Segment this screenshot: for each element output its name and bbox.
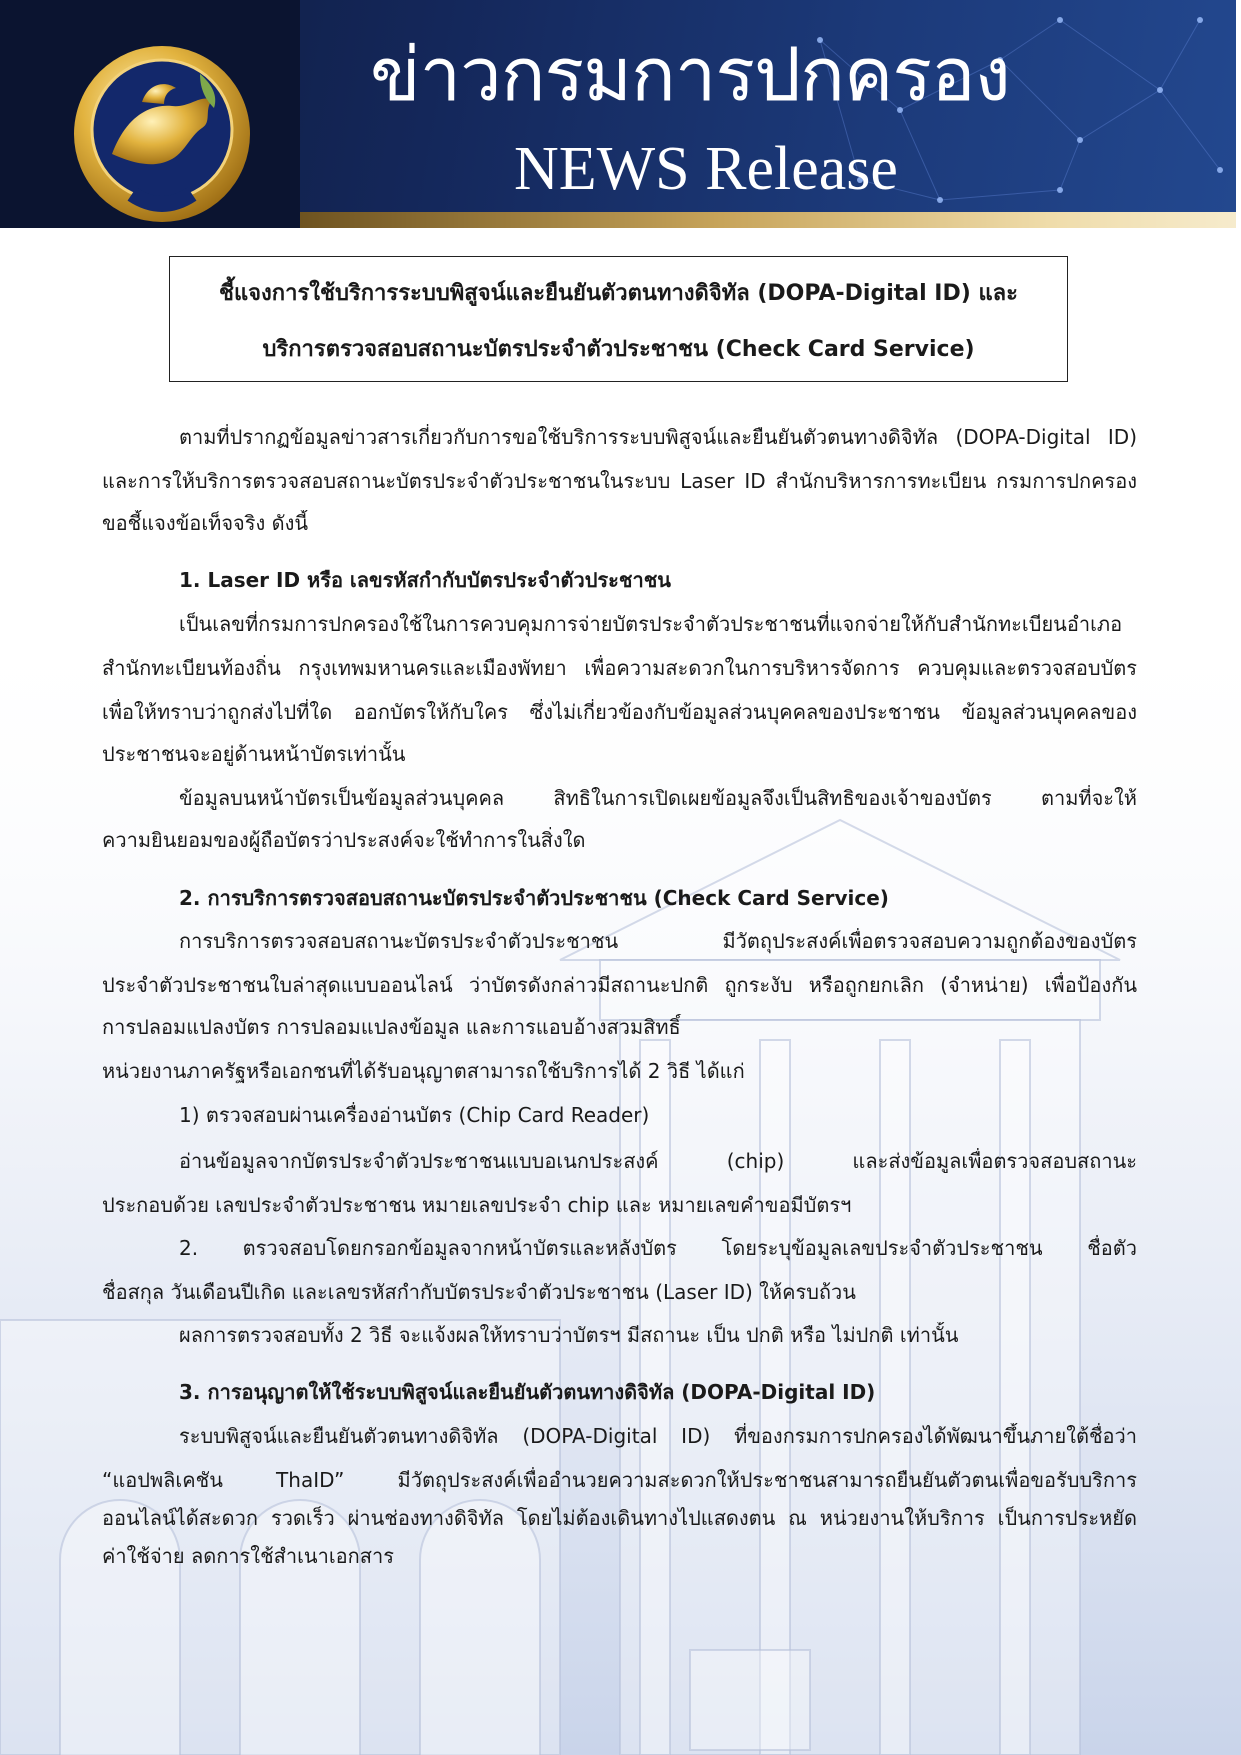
method-1-text-line-1: อ่านข้อมูลจากบัตรประจำตัวประชาชนแบบอเนกประสงค์ (chip) และส่งข้อมูลเพื่อตรวจสอบสถานะ <box>179 1149 1137 1173</box>
banner-subtitle: NEWS Release <box>514 135 898 203</box>
method-2-text-line-2: ชื่อสกุล วันเดือนปีเกิด และเลขรหัสกำกับบัตรประจำตัวประชาชน (Laser ID) ให้ครบถ้วน <box>102 1280 856 1304</box>
section-3-para1-line-4: ค่าใช้จ่าย ลดการใช้สำเนาเอกสาร <box>102 1544 394 1568</box>
intro-line-2: และการให้บริการตรวจสอบสถานะบัตรประจำตัวประชาชนในระบบ Laser ID สำนักบริหารการทะเบียน กรมการปกครอง <box>102 469 1137 493</box>
section-2-para1-line-2: ประจำตัวประชาชนใบล่าสุดแบบออนไลน์ ว่าบัตรดังกล่าวมีสถานะปกติ ถูกระงับ หรือถูกยกเลิก (จำหน่าย) เพื่อป้องกัน <box>102 973 1137 997</box>
document-title-line-2: บริการตรวจสอบสถานะบัตรประจำตัวประชาชน (Check Card Service) <box>262 337 975 362</box>
section-2-para1-line-1: การบริการตรวจสอบสถานะบัตรประจำตัวประชาชน มีวัตถุประสงค์เพื่อตรวจสอบความถูกต้องของบัตร <box>179 929 1137 953</box>
section-1-para2-line-2: ความยินยอมของผู้ถือบัตรว่าประสงค์จะใช้ทำการในสิ่งใด <box>102 828 586 852</box>
document-title-box <box>169 256 1068 382</box>
intro-line-3: ขอชี้แจงข้อเท็จจริง ดังนี้ <box>102 511 309 535</box>
method-1-title: 1) ตรวจสอบผ่านเครื่องอ่านบัตร (Chip Card Reader) <box>179 1103 650 1127</box>
intro-line-1: ตามที่ปรากฏข้อมูลข่าวสารเกี่ยวกับการขอใช้บริการระบบพิสูจน์และยืนยันตัวตนทางดิจิทัล (DOPA-Digital ID) <box>179 425 1137 449</box>
method-1-text-line-2: ประกอบด้วย เลขประจำตัวประชาชน หมายเลขประจำ chip และ หมายเลขคำขอมีบัตรฯ <box>102 1193 852 1217</box>
section-3-para1-line-1: ระบบพิสูจน์และยืนยันตัวตนทางดิจิทัล (DOPA-Digital ID) ที่ของกรมการปกครองได้พัฒนาขึ้นภายใต้ชื่อว่า <box>179 1424 1137 1448</box>
section-1-para1-line-4: ประชาชนจะอยู่ด้านหน้าบัตรเท่านั้น <box>102 742 406 766</box>
section-2-result: ผลการตรวจสอบทั้ง 2 วิธี จะแจ้งผลให้ทราบว่าบัตรฯ มีสถานะ เป็น ปกติ หรือ ไม่ปกติ เท่านั้น <box>179 1323 959 1347</box>
section-2-para1-line-3: การปลอมแปลงบัตร การปลอมแปลงข้อมูล และการแอบอ้างสวมสิทธิ์ <box>102 1015 681 1039</box>
section-1-para1-line-3: เพื่อให้ทราบว่าถูกส่งไปที่ใด ออกบัตรให้กับใคร ซึ่งไม่เกี่ยวข้องกับข้อมูลส่วนบุคคลของประชาชน ข้อมูลส่วนบุคคลของ <box>102 700 1137 724</box>
section-1-para2-line-1: ข้อมูลบนหน้าบัตรเป็นข้อมูลส่วนบุคคล สิทธิในการเปิดเผยข้อมูลจึงเป็นสิทธิของเจ้าของบัตร ตามที่จะให้ <box>179 786 1137 810</box>
section-2-heading: 2. การบริการตรวจสอบสถานะบัตรประจำตัวประชาชน (Check Card Service) <box>179 886 889 910</box>
section-2-para1-line-4: หน่วยงานภาครัฐหรือเอกชนที่ได้รับอนุญาตสามารถใช้บริการได้ 2 วิธี ได้แก่ <box>102 1059 745 1083</box>
section-3-para1-line-3: ออนไลน์ได้สะดวก รวดเร็ว ผ่านช่องทางดิจิทัล โดยไม่ต้องเดินทางไปแสดงตน ณ หน่วยงานให้บริการ เป็นการประหยัด <box>102 1506 1137 1530</box>
section-1-para1-line-2: สำนักทะเบียนท้องถิ่น กรุงเทพมหานครและเมืองพัทยา เพื่อความสะดวกในการบริหารจัดการ ควบคุมและตรวจสอบบัตร <box>102 656 1137 680</box>
section-1-para1-line-1: เป็นเลขที่กรมการปกครองใช้ในการควบคุมการจ่ายบัตรประจำตัวประชาชนที่แจกจ่ายให้กับสำนักทะเบียนอำเภอ <box>179 612 1123 636</box>
document-title-line-1: ชี้แจงการใช้บริการระบบพิสูจน์และยืนยันตัวตนทางดิจิทัล (DOPA-Digital ID) และ <box>219 281 1018 306</box>
section-3-heading: 3. การอนุญาตให้ใช้ระบบพิสูจน์และยืนยันตัวตนทางดิจิทัล (DOPA-Digital ID) <box>179 1380 876 1404</box>
method-2-text-line-1: 2. ตรวจสอบโดยกรอกข้อมูลจากหน้าบัตรและหลังบัตร โดยระบุข้อมูลเลขประจำตัวประชาชน ชื่อตัว <box>179 1236 1137 1260</box>
section-3-para1-line-2: “แอปพลิเคชัน ThaID” มีวัตถุประสงค์เพื่ออำนวยความสะดวกให้ประชาชนสามารถยืนยันตัวตนเพื่อขอรับบริการ <box>102 1468 1137 1492</box>
banner-title: ข่าวกรมการปกครอง <box>370 32 1010 118</box>
section-1-heading: 1. Laser ID หรือ เลขรหัสกำกับบัตรประจำตัวประชาชน <box>179 568 671 592</box>
